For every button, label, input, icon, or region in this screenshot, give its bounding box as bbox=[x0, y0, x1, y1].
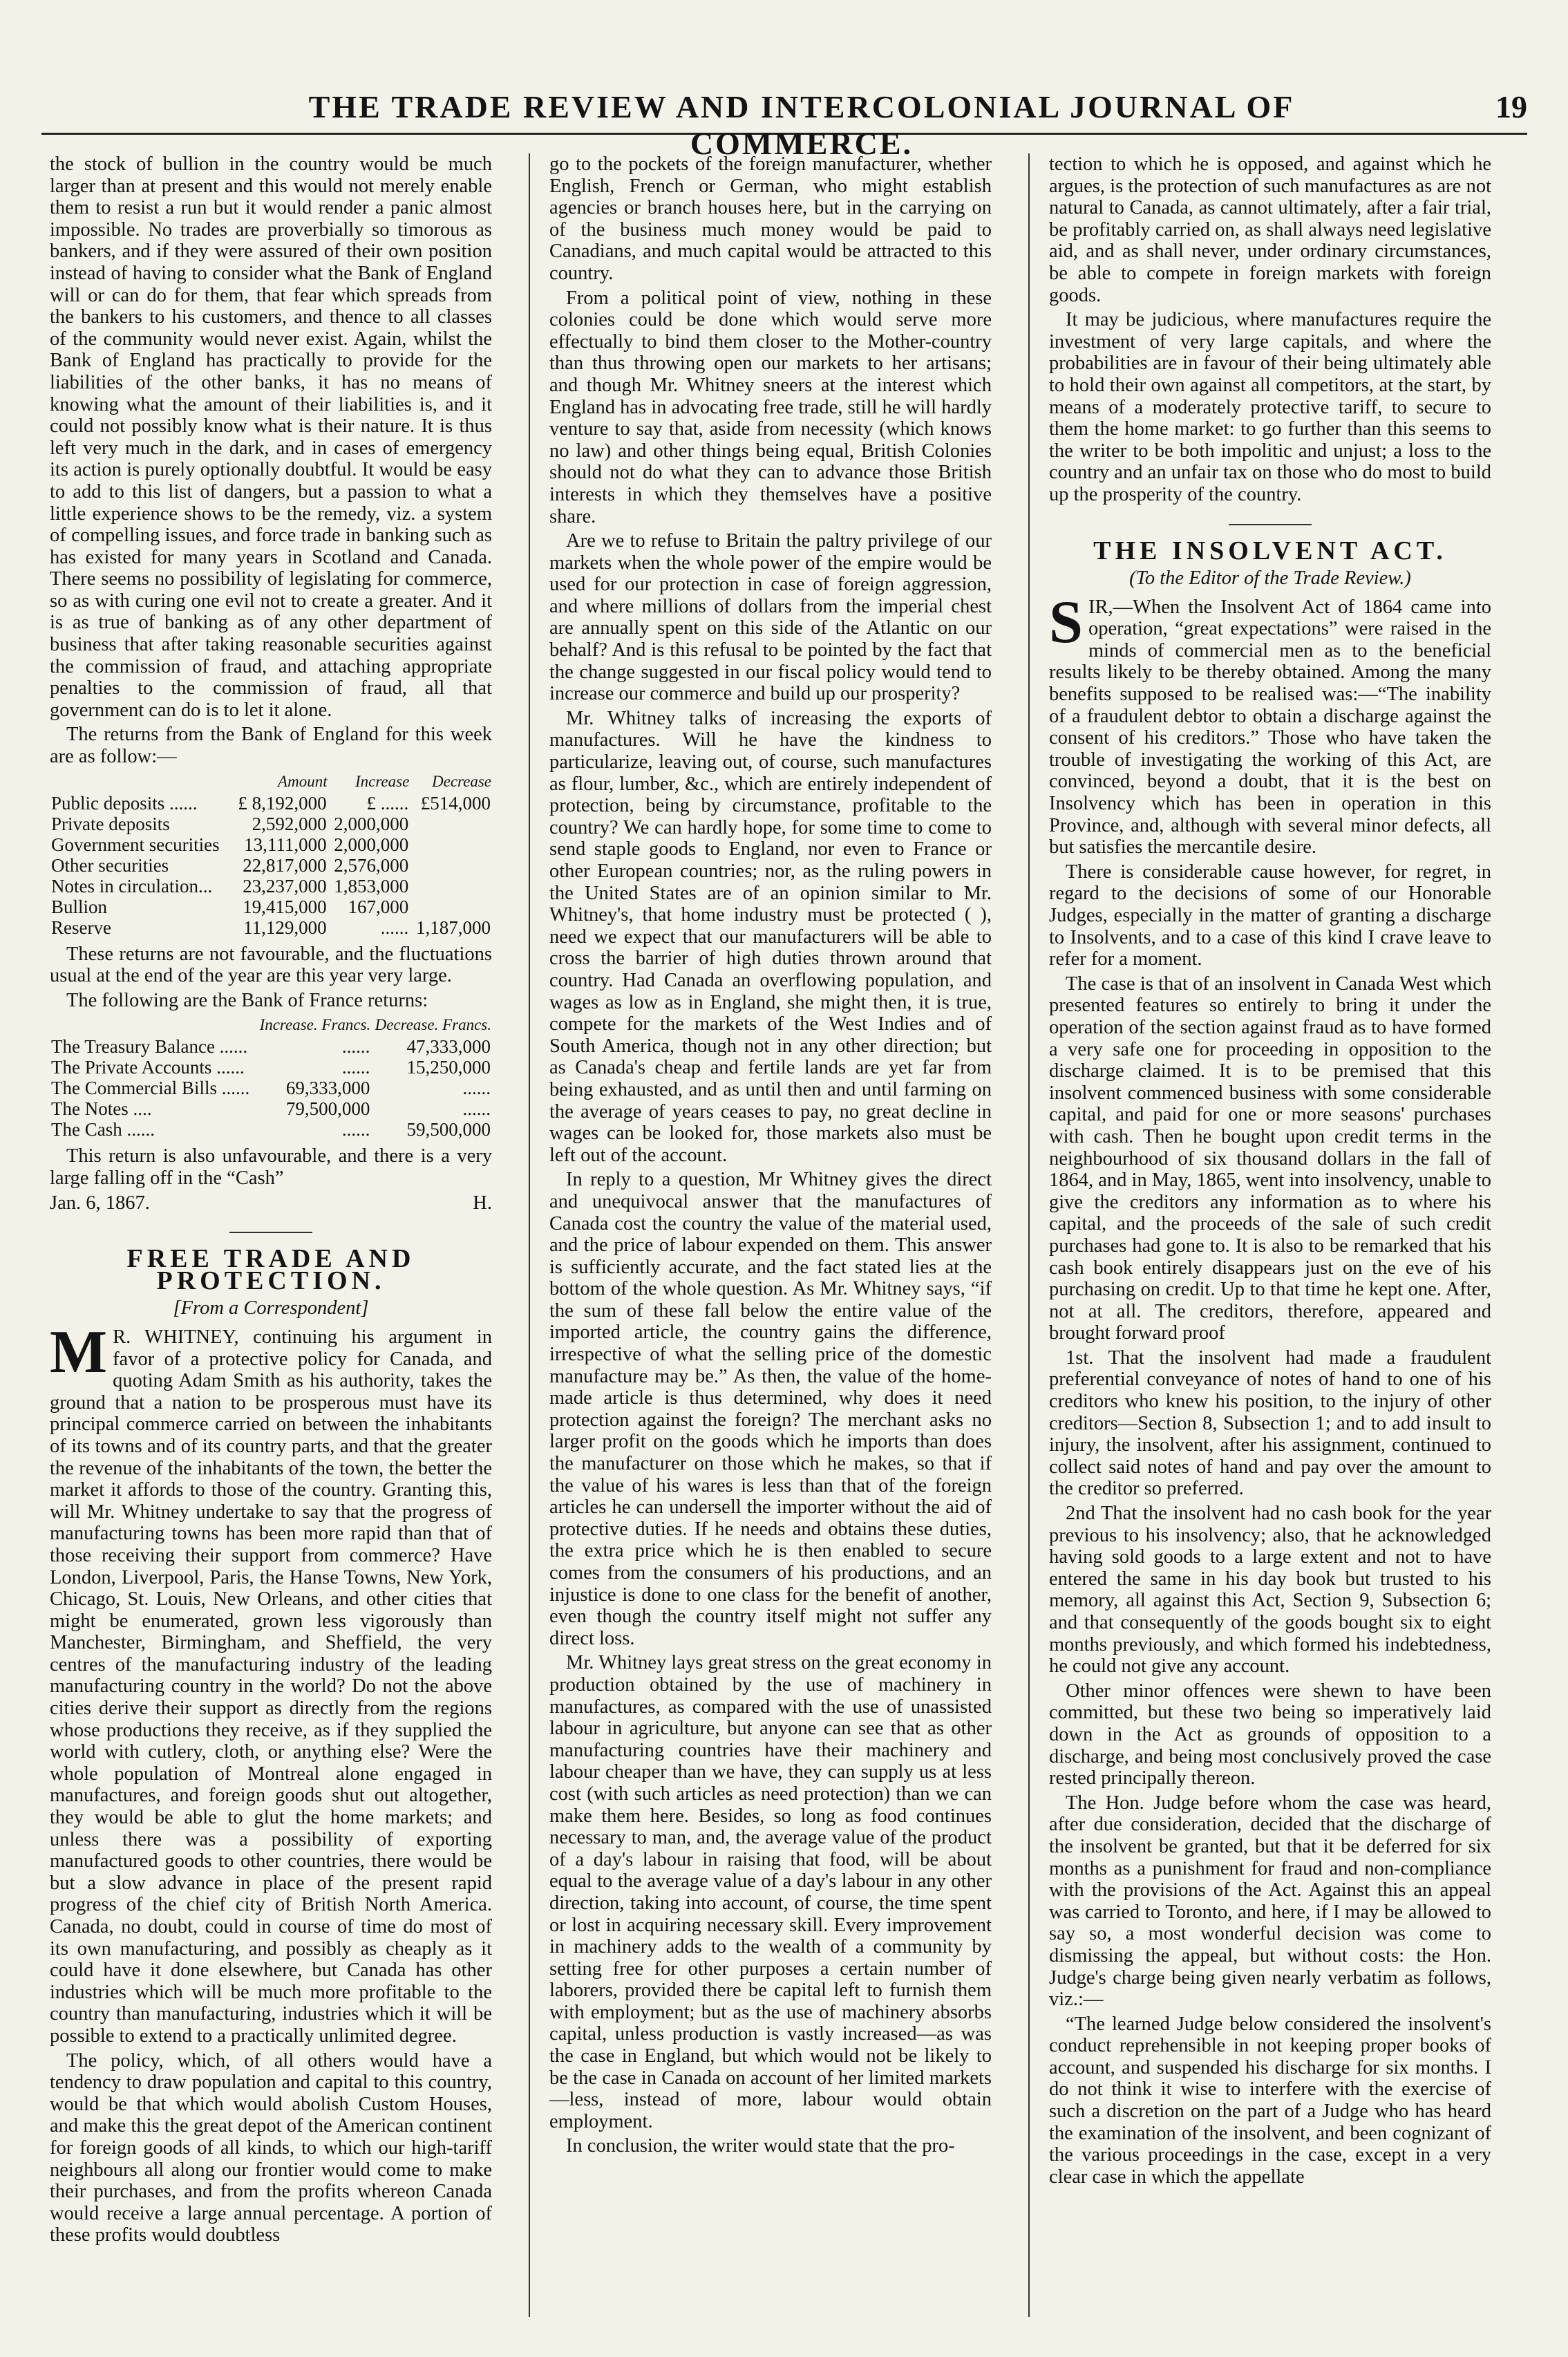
table-cell: The Cash ...... bbox=[51, 1119, 155, 1140]
table-cell: 2,000,000 bbox=[334, 834, 409, 855]
paragraph: tection to which he is opposed, and against which he argues, is the protection of such manufactures as are not natural to Canada, as cannot ultimately, after a fair trial, be profitably carried on, as shall always need legislative aid, and as shall never, under ordinary circumstances, be able to compete in foreign markets with foreign goods. bbox=[1049, 153, 1491, 306]
paragraph: Mr. Whitney lays great stress on the great economy in production obtained by the use of machinery in manufactures, as compared with the use of unassisted labour in agriculture, but anyone can see that as other manufacturing countries have their machinery and labour cheaper than we have, they can supply us at less cost (with such articles as need protection) than we can make them here. Besides, so long as food continues necessary to man, and, the average value of the product of a day's labour in raising that food, will be about equal to the average value of a day's labour in any other direction, taking into account, of course, the time spent or lost in acquiring necessary skill. Every improvement in machinery adds to the wealth of a community by setting free for other purposes a certain number of laborers, provided there be capital left to furnish them with employment; but as the use of machinery absorbs capital, unless production is vastly increased—as was the case in England, but which would not be likely to be the case in Canada on account of her limited markets—less, instead of more, labour would obtain employment. bbox=[549, 1652, 992, 2132]
table-cell: 19,415,000 bbox=[243, 896, 327, 917]
table-cell: 2,592,000 bbox=[252, 813, 327, 834]
paragraph: There is considerable cause however, for regret, in regard to the decisions of some of our Honorable Judges, especially in the matter of granting a discharge to Insolvents, and to a case of this kind I crave leave to refer for a moment. bbox=[1049, 861, 1491, 970]
paragraph: “The learned Judge below considered the insolvent's conduct reprehensible in not keeping proper books of account, and suspended his discharge for six months. I do not think it wise to interfere with the exercise of such a discretion on the part of a Judge who has heard the examination of the insolvent, and been cognizant of the various proceedings in the case, except in a very clear case in which the appellate bbox=[1049, 2013, 1491, 2188]
column-header: Increase bbox=[355, 772, 410, 790]
table-cell: Bullion bbox=[51, 896, 108, 917]
paragraph: From a political point of view, nothing in these colonies could be done which would serve more effectually to bind them closer to the Mother-country than thus throwing open our markets to her artisans; and though Mr. Whitney sneers at the interest which England has in advocating free trade, still he will hardly venture to say that, aside from necessity (which knows no law) and other things being equal, British Colonies should not do what they can to advance those British interests in which they themselves have a positive share. bbox=[549, 287, 992, 527]
paragraph: The case is that of an insolvent in Canada West which presented features so entirely to bring it under the operation of the section against fraud as to have formed a very safe one for proceeding in opposition to the discharge claimed. It is to be premised that this insolvent commenced business with some considerable capital, and paid for one or more seasons' purchases with cash. Then he bought upon credit terms in the neighbourhood of six thousand dollars in the fall of 1864, and in May, 1865, went into insolvency, unable to give the creditors any information as to where his capital, and the proceeds of the sale of such credit purchases had gone to. It is also to be remarked that his cash book entirely disappears just on the eve of his purchasing on credit. Up to that time he kept one. After, not at all. The creditors, therefore, appeared and brought forward proof bbox=[1049, 973, 1491, 1344]
paragraph: The Hon. Judge before whom the case was heard, after due consideration, decided that the discharge of the insolvent be granted, but that it be deferred for six months as a punishment for fraud and non-compliance with the provisions of the Act. Against this an appeal was carried to Toronto, and here, if I may be allowed to say so, a most wonderful decision was come to dismissing the appeal, but without costs: the Hon. Judge's charge being given nearly verbatim as follows, viz.:— bbox=[1049, 1792, 1491, 2011]
table-row bbox=[50, 855, 492, 876]
table-cell bbox=[410, 876, 492, 896]
article-subheading: [From a Correspondent] bbox=[173, 1297, 369, 1320]
table-cell: The Treasury Balance ...... bbox=[51, 1036, 248, 1058]
table-cell: ...... bbox=[341, 1057, 370, 1078]
signature-line bbox=[50, 1192, 492, 1214]
paragraph: 2nd That the insolvent had no cash book for the year previous to his insolvency; also, that he acknowledged having sold goods to a large extent and not to have entered the same in his day book but trusted to his memory, all against this Act, Section 9, Subsection 6; and that consequently of the goods bought six to eight months previously, and which formed his indebtedness, he could not give any account. bbox=[1049, 1503, 1491, 1678]
table-cell bbox=[410, 814, 492, 834]
paragraph-text: R. WHITNEY, continuing his argument in favor of a protective policy for Canada, and quoting Adam Smith as his authority, takes the ground that a nation to be prosperous must have its principal commerce carried on between the inhabitants of its towns and of its country parts, and that the greater the revenue of the inhabitants of the town, the better the market it affords to those of the country. Granting this, will Mr. Whitney undertake to say that the progress of manufacturing towns has been more rapid than that of those receiving their support from commerce? Have London, Liverpool, Paris, the Hanse Towns, New York, Chicago, St. Louis, New Orleans, and other cities that might be enumerated, grown less vigorously than Manchester, Birmingham, and Sheffield, the very centres of the manufacturing industry of the leading manufacturing country in the world? Do not the above cities derive their support as directly from the regions whose productions they receive, as if they supplied the world with cutlery, cloth, or anything else? Were the whole population of Montreal alone engaged in manufactures, and foreign goods shut out altogether, they would be able to glut the home markets; and unless there was a possibility of exporting manufactured goods to other countries, there would be but a slow advance in place of the present rapid progress of the chief city of British North America. Canada, no doubt, could in course of time do most of its own manufacturing, and possibly as cheaply as it could have it done elsewhere, but Canada has other industries which will be much more profitable to the country than manufacturing, industries which it will be possible to extend to a practically unlimited degree. bbox=[50, 1326, 492, 2047]
paragraph: 1st. That the insolvent had made a fraudulent preferential conveyance of notes of hand to one of his creditors who knew his position, to the injury of other creditors—Section 8, Subsection 1; and to add insult to injury, the insolvent, after his assignment, continued to collect said notes of hand and pay over the amount to the creditor so preferred. bbox=[1049, 1346, 1491, 1500]
table-row bbox=[50, 917, 492, 938]
drop-cap: M bbox=[50, 1318, 108, 1386]
table-cell: 1,853,000 bbox=[334, 875, 409, 896]
table-cell: ...... bbox=[462, 1078, 491, 1099]
table-cell: 13,111,000 bbox=[244, 834, 327, 855]
table-cell bbox=[410, 855, 492, 876]
table-cell: 23,237,000 bbox=[243, 875, 327, 896]
table-row bbox=[50, 896, 492, 917]
table-cell: Private deposits bbox=[51, 813, 170, 834]
table-cell: ...... bbox=[341, 1119, 370, 1140]
page-number: 19 bbox=[1495, 89, 1527, 124]
article-heading: FREE TRADE AND PROTECTION. bbox=[126, 1244, 415, 1295]
table-cell: £ ...... bbox=[366, 792, 409, 814]
table-row bbox=[50, 793, 492, 814]
article-heading: THE INSOLVENT ACT. bbox=[1093, 536, 1447, 565]
table-cell: The Private Accounts ...... bbox=[51, 1057, 245, 1078]
table-row bbox=[50, 876, 492, 896]
table-cell: Notes in circulation... bbox=[51, 875, 213, 896]
table-cell: 59,500,000 bbox=[406, 1119, 491, 1140]
paragraph: These returns are not favourable, and the fluctuations usual at the end of the year are this year very large. bbox=[50, 943, 492, 987]
dateline: Jan. 6, 1867. bbox=[50, 1192, 150, 1214]
table-row bbox=[50, 814, 492, 834]
table-cell: The Notes .... bbox=[51, 1098, 152, 1120]
paragraph: This return is also unfavourable, and there is a very large falling off in the “Cash” bbox=[50, 1145, 492, 1189]
table-cell: 79,500,000 bbox=[285, 1098, 370, 1120]
paragraph: the stock of bullion in the country would be much larger than at present and this would not merely enable them to resist a run but it would render a panic almost impossible. No trades are proverbially so timorous as bankers, and if they were assured of their own position instead of having to consider what the Bank of England will or can do for them, that fear which spreads from the bankers to his customers, and thence to all classes of the community would never exist. Again, whilst the Bank of England has practically to provide for the liabilities of the other banks, it has no means of knowing what the amount of their liabilities is, and it could not possibly know what is their nature. It is thus left very much in the dark, and in cases of emergency its action is purely optionally doubtful. It would be easy to add to this list of dangers, but a passion to what a little experience shows to be the remedy, viz. a system of compelling issues, and force trade in banking such as has existed for many years in Scotland and Canada. There seems no possibility of legislating for commerce, so as with curing one evil not to create a greater. And it is as true of banking as of any other department of business that after taking reasonable securities against the commission of fraud, and attaching appropriate penalties to the commission of fraud, all that government can do is to let it alone. bbox=[50, 153, 492, 721]
paragraph: Are we to refuse to Britain the paltry privilege of our markets when the whole power of the empire would be used for our protection in case of foreign aggression, and where millions of dollars from the imperial chest are annually spent on this side of the Atlantic on our behalf? And is this refusal to be pointed by the fact that the change suggested in our fiscal policy would tend to increase our commerce and build up our prosperity? bbox=[549, 530, 992, 705]
table-cell: 22,817,000 bbox=[243, 854, 327, 876]
table-cell: ...... bbox=[341, 1036, 370, 1058]
table-row bbox=[50, 1078, 492, 1098]
divider bbox=[229, 1232, 312, 1233]
column-header: Amount bbox=[278, 772, 328, 790]
table-cell: 11,129,000 bbox=[243, 917, 327, 938]
column-rule-right bbox=[1028, 153, 1030, 2317]
table-cell: Other securities bbox=[51, 854, 169, 876]
paragraph: go to the pockets of the foreign manufacturer, whether English, French or German, who might establish agencies or branch houses here, but in the carrying on of the business much money would be paid to Canadians, and much capital would be attracted to this country. bbox=[549, 153, 992, 284]
table-header-row bbox=[50, 1014, 492, 1036]
table-cell: 47,333,000 bbox=[406, 1036, 491, 1058]
paragraph: In reply to a question, Mr Whitney gives the direct and unequivocal answer that the manufactures of Canada cost the country the value of the material used, and the price of labour expended on them. This answer is sufficiently accurate, and the fact stated lies at the bottom of the whole question. As Mr. Whitney says, “if the sum of these fall below the entire value of the imported article, the country gains the difference, irrespective of what the selling price of the domestic manufacture may be.” As then, the value of the home-made article is thus determined, why does it need protection against the foreign? The merchant asks no larger profit on the goods which he imports than does the manufacturer on those which he makes, so that if the value of his wares is less than that of the foreign articles he can undersell the importer without the aid of protective duties. If he needs and obtains these duties, the extra price which he is then enabled to secure comes from the consumers of his productions, and an injustice is done to one class for the benefit of another, even though the country itself might not suffer any direct loss. bbox=[549, 1169, 992, 1649]
bank-of-france-returns-table bbox=[50, 1014, 492, 1140]
divider bbox=[1229, 524, 1312, 525]
table-cell bbox=[410, 834, 492, 855]
table-row bbox=[50, 834, 492, 855]
table-cell: 167,000 bbox=[348, 896, 409, 917]
table-cell: £514,000 bbox=[420, 792, 491, 814]
article-subheading: (To the Editor of the Trade Review.) bbox=[1129, 567, 1411, 590]
table-cell: 69,333,000 bbox=[285, 1078, 370, 1099]
paragraph: The following are the Bank of France returns: bbox=[66, 989, 428, 1011]
column-2 bbox=[549, 153, 992, 2160]
table-cell bbox=[410, 896, 492, 917]
column-header: Increase. Francs. bbox=[259, 1016, 371, 1034]
table-row bbox=[50, 1036, 492, 1057]
masthead bbox=[41, 88, 1527, 161]
column-3 bbox=[1049, 153, 1491, 2190]
table-row bbox=[50, 1057, 492, 1078]
table-cell: £ 8,192,000 bbox=[238, 792, 327, 814]
table-cell: 1,187,000 bbox=[416, 917, 491, 938]
table-row bbox=[50, 1098, 492, 1119]
table-cell: ...... bbox=[462, 1098, 491, 1120]
bank-of-england-returns-table bbox=[50, 771, 492, 938]
paragraph: In conclusion, the writer would state that the pro- bbox=[566, 2135, 955, 2157]
page-title: THE TRADE REVIEW AND INTERCOLONIAL JOURNAL OF COMMERCE. bbox=[308, 89, 1295, 161]
author-initial: H. bbox=[473, 1192, 492, 1214]
column-header: Decrease bbox=[432, 772, 491, 790]
column-header: Decrease. Francs. bbox=[375, 1016, 491, 1034]
table-header-row bbox=[50, 771, 492, 793]
paragraph: It may be judicious, where manufactures require the investment of very large capitals, and where the probabilities are in favour of their being ultimately able to hold their own against all competitors, at the start, by means of a moderately protective tariff, to secure to them the home market: to go further than this seems to the writer to be both impolitic and unjust; a loss to the country and an unfair tax on those who do most to build up the prosperity of the country. bbox=[1049, 309, 1491, 505]
paragraph-text: IR,—When the Insolvent Act of 1864 came into operation, “great expectations” were raised in the minds of commercial men as to the beneficial results likely to be thereby obtained. Among the many benefits supposed to be realised was:—“The inability of a fraudulent debtor to obtain a discharge against the consent of his creditors.” Those who have taken the trouble of investigating the working of this Act, are convinced, beyond a doubt, that it is the best on Insolvency which has been in operation in this Province, and, although with several minor defects, all but satisfies the mercantile desire. bbox=[1049, 596, 1491, 858]
paragraph: The returns from the Bank of England for this week are as follow:— bbox=[50, 724, 492, 768]
drop-cap: S bbox=[1049, 588, 1083, 656]
table-cell: Government securities bbox=[51, 834, 220, 855]
table-cell: ...... bbox=[380, 917, 409, 938]
paragraph: The policy, which, of all others would have a tendency to draw population and capital to this country, would be that which would abolish Custom Houses, and make this the great depot of the American continent for foreign goods of all kinds, to which our high-tariff neighbours all along our frontier would come to make their purchases, and from the profits whereon Canada would receive a large annual percentage. A portion of these profits would doubtless bbox=[50, 2049, 492, 2246]
column-rule-left bbox=[529, 153, 530, 2317]
table-row bbox=[50, 1119, 492, 1140]
paragraph: Other minor offences were shewn to have been committed, but these two being so imperatively laid down in the Act as grounds of opposition to a discharge, and being most conclusively proved the case rested principally thereon. bbox=[1049, 1680, 1491, 1790]
table-cell: 2,576,000 bbox=[334, 854, 409, 876]
table-cell: The Commercial Bills ...... bbox=[51, 1078, 250, 1099]
table-cell: 2,000,000 bbox=[334, 813, 409, 834]
paragraph: Mr. Whitney talks of increasing the exports of manufactures. Will he have the kindness to particularize, leaving out, of course, such manufactures as flour, lumber, &c., which are entirely independent of protection, being by circumstance, profitable to the country? We can hardly hope, for some time to come to send staple goods to England, nor even to France or other European countries; nor, as the ruling powers in the United States are of an opinion similar to Mr. Whitney's, that home industry must be protected ( ), need we expect that our manufacturers will be able to cross the barrier of high duties thrown around that country. Had Canada an overflowing population, and wages as low as in England, she might then, it is true, compete for the markets of the West Indies and of South America, though not in any other direction; but as Canada's cheap and fertile lands are yet far from being exhausted, and as until then and until farming on the average of years ceases to pay, no great decline in wages can be looked for, those markets also must be left out of the account. bbox=[549, 707, 992, 1166]
table-cell: Reserve bbox=[51, 917, 111, 938]
table-cell: Public deposits ...... bbox=[51, 792, 198, 814]
column-1 bbox=[50, 153, 492, 2249]
paragraph bbox=[50, 1318, 492, 2047]
table-cell: 15,250,000 bbox=[406, 1057, 491, 1078]
paragraph bbox=[1049, 588, 1491, 858]
